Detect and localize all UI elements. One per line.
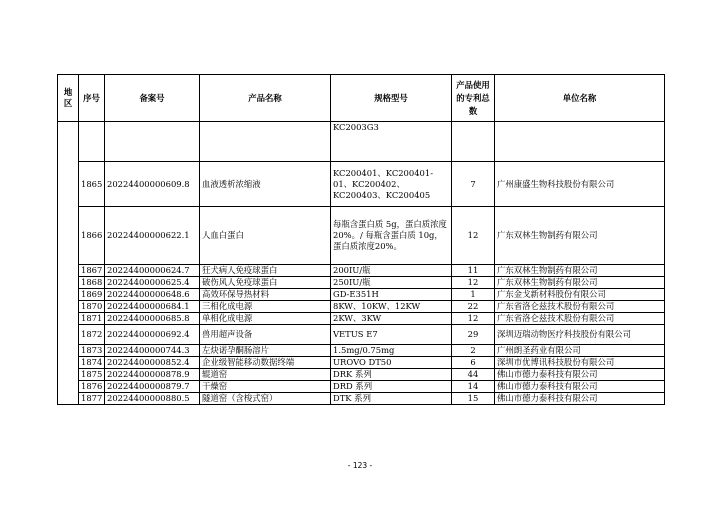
record-no-cell: 20224400000622.1 [105, 207, 200, 265]
spec-cell: KC2003G3 [331, 122, 452, 162]
record-no-cell: 20224400000625.4 [105, 277, 200, 289]
table-row [58, 381, 665, 393]
patents-cell: 11 [452, 265, 495, 277]
patents-cell: 1 [452, 289, 495, 301]
product-cell: 人血白蛋白 [200, 207, 331, 265]
spec-cell: 250IU/瓶 [331, 277, 452, 289]
page-number: - 123 - [347, 461, 373, 470]
table-row [58, 289, 665, 301]
record-no-cell: 20224400000685.8 [105, 313, 200, 325]
table-row-continuation [58, 122, 665, 162]
product-cell: 高效环保导热材料 [200, 289, 331, 301]
company-cell: 广东金戈新材料股份有限公司 [495, 289, 665, 301]
table-row [58, 207, 665, 265]
product-cell: 干燥窑 [200, 381, 331, 393]
product-cell: 左炔诺孕酮肠溶片 [200, 345, 331, 357]
record-no-cell: 20224400000878.9 [105, 369, 200, 381]
seq-cell: 1867 [79, 265, 105, 277]
product-cell: 三相化成电源 [200, 301, 331, 313]
seq-cell: 1871 [79, 313, 105, 325]
patents-cell: 7 [452, 162, 495, 207]
seq-cell: 1872 [79, 325, 105, 345]
record-no-cell: 20224400000609.8 [105, 162, 200, 207]
seq-cell: 1875 [79, 369, 105, 381]
seq-cell: 1870 [79, 301, 105, 313]
spec-cell: DRK 系列 [331, 369, 452, 381]
spec-cell: 200IU/瓶 [331, 265, 452, 277]
record-no-cell: 20224400000684.1 [105, 301, 200, 313]
product-cell: 单相化成电源 [200, 313, 331, 325]
seq-cell: 1876 [79, 381, 105, 393]
seq-cell: 1874 [79, 357, 105, 369]
spec-cell: 8KW、10KW、12KW [331, 301, 452, 313]
seq-cell: 1866 [79, 207, 105, 265]
product-cell: 辊道窑 [200, 369, 331, 381]
record-no-cell: 20224400000879.7 [105, 381, 200, 393]
table-row [58, 313, 665, 325]
seq-cell: 1865 [79, 162, 105, 207]
product-cell: 兽用超声设备 [200, 325, 331, 345]
spec-cell: DRD 系列 [331, 381, 452, 393]
product-cell: 血液透析浓缩液 [200, 162, 331, 207]
patents-cell: 2 [452, 345, 495, 357]
spec-cell: 每瓶含蛋白质 5g，蛋白质浓度 20%。/ 每瓶含蛋白质 10g，蛋白质浓度20%。 [331, 207, 452, 265]
header-record-no: 备案号 [105, 75, 200, 122]
company-cell: 广州康盛生物科技股份有限公司 [495, 162, 665, 207]
table-row [58, 345, 665, 357]
header-region: 地区 [58, 75, 79, 122]
product-cell: 破伤风人免疫球蛋白 [200, 277, 331, 289]
company-cell: 广州朗圣药业有限公司 [495, 345, 665, 357]
table-row [58, 265, 665, 277]
seq-cell: 1869 [79, 289, 105, 301]
seq-cell: 1868 [79, 277, 105, 289]
company-cell: 佛山市德力泰科技有限公司 [495, 381, 665, 393]
spec-cell: VETUS E7 [331, 325, 452, 345]
spec-cell: 2KW、3KW [331, 313, 452, 325]
patents-cell: 14 [452, 381, 495, 393]
patents-cell: 44 [452, 369, 495, 381]
header-product: 产品名称 [200, 75, 331, 122]
company-cell: 广东双林生物制药有限公司 [495, 265, 665, 277]
record-no-cell: 20224400000880.5 [105, 393, 200, 405]
table-row [58, 357, 665, 369]
table-row [58, 301, 665, 313]
header-company: 单位名称 [495, 75, 665, 122]
spec-cell: 1.5mg/0.75mg [331, 345, 452, 357]
table-row [58, 277, 665, 289]
company-cell: 深圳迈瑞动物医疗科技股份有限公司 [495, 325, 665, 345]
record-no-cell: 20224400000624.7 [105, 265, 200, 277]
company-cell: 佛山市德力泰科技有限公司 [495, 369, 665, 381]
record-no-cell: 20224400000692.4 [105, 325, 200, 345]
header-seq: 序号 [79, 75, 105, 122]
record-no-cell: 20224400000852.4 [105, 357, 200, 369]
company-cell: 广东双林生物制药有限公司 [495, 277, 665, 289]
region-cell [58, 122, 79, 405]
product-cell: 狂犬病人免疫球蛋白 [200, 265, 331, 277]
table-row [58, 162, 665, 207]
patents-cell: 15 [452, 393, 495, 405]
records-table [57, 74, 665, 405]
header-patents: 产品使用的专利总数 [452, 75, 495, 122]
patents-cell: 6 [452, 357, 495, 369]
company-cell: 广东省洛仑兹技术股份有限公司 [495, 313, 665, 325]
seq-cell: 1873 [79, 345, 105, 357]
header-spec: 规格型号 [331, 75, 452, 122]
record-no-cell: 20224400000648.6 [105, 289, 200, 301]
seq-cell: 1877 [79, 393, 105, 405]
spec-cell: UROVO DT50 [331, 357, 452, 369]
patents-cell: 12 [452, 207, 495, 265]
patents-cell: 22 [452, 301, 495, 313]
spec-cell: GD-E351H [331, 289, 452, 301]
company-cell: 广东省洛仑兹技术股份有限公司 [495, 301, 665, 313]
table-row [58, 369, 665, 381]
patents-cell: 12 [452, 313, 495, 325]
company-cell: 佛山市德力泰科技有限公司 [495, 393, 665, 405]
spec-cell: KC200401、KC200401-01、KC200402、KC200403、KC200405 [331, 162, 452, 207]
company-cell: 广东双林生物制药有限公司 [495, 207, 665, 265]
spec-cell: DTK 系列 [331, 393, 452, 405]
product-cell: 隧道窑（含梭式窑） [200, 393, 331, 405]
product-cell: 企业级智能移动数据终端 [200, 357, 331, 369]
company-cell: 深圳市优博讯科技股份有限公司 [495, 357, 665, 369]
patents-cell: 29 [452, 325, 495, 345]
record-no-cell: 20224400000744.3 [105, 345, 200, 357]
table-row [58, 393, 665, 405]
header-row [58, 75, 665, 122]
patents-cell: 12 [452, 277, 495, 289]
table-row [58, 325, 665, 345]
